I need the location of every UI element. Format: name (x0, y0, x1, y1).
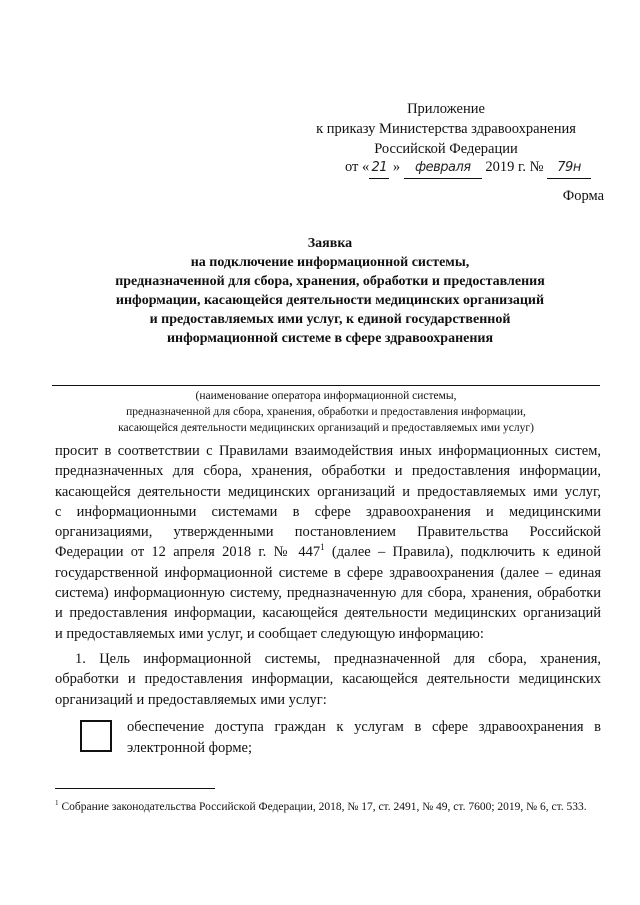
paragraph-line: обработки и предоставления информации, касающейся деятельности медицинских (55, 671, 601, 688)
title-line-5: и предоставляемых ими услуг, к единой государственной (149, 312, 511, 327)
order-number-handwritten: 79н (547, 158, 591, 179)
purpose-paragraph (55, 649, 601, 710)
option-line: электронной форме; (127, 740, 252, 756)
footnote (55, 800, 615, 815)
paragraph-line: и предоставляемых ими услуг, и сообщает следующую информацию: (55, 625, 484, 642)
paragraph-text: Федерации от 12 апреля 2018 г. № 447 (55, 544, 321, 561)
appendix-title: Приложение (407, 101, 485, 117)
document-title (60, 234, 600, 348)
date-mid: » (392, 159, 401, 175)
purpose-option-checkbox[interactable] (80, 720, 112, 752)
footnote-separator (55, 788, 215, 789)
title-line-2: на подключение информационной системы, (190, 255, 470, 270)
footnote-mark: 1 (55, 799, 59, 808)
caption-line-3: касающейся деятельности медицинских организаций и предоставляемых ими услуг) (118, 422, 534, 434)
date-day-handwritten: 21 (369, 158, 389, 179)
title-line-1: Заявка (307, 236, 353, 251)
form-label: Форма (562, 188, 604, 204)
date-prefix: от « (345, 159, 370, 175)
title-line-6: информационной системе в сфере здравоохранения (166, 331, 494, 346)
paragraph-line: система) информационную систему, предназначенную для сбора, хранения, обработки (55, 585, 601, 602)
purpose-option-label (127, 717, 601, 759)
paragraph-text: (далее – Правила), подключить к единой (324, 544, 601, 561)
footnote-text: Собрание законодательства Российской Федерации, 2018, № 17, ст. 2491, № 49, ст. 7600; 2019, № 6, ст. 533. (58, 801, 587, 813)
order-date-line (345, 157, 605, 179)
option-line: обеспечение доступа граждан к услугам в сфере здравоохранения в (127, 719, 601, 735)
paragraph-line: организациями, утвержденными постановлением Правительства Российской (55, 524, 601, 541)
paragraph-line: предназначенных для сбора, хранения, обработки и предоставления информации, (55, 463, 601, 480)
date-month-handwritten: февраля (404, 158, 482, 179)
footnote-reference: 1 (320, 542, 325, 553)
title-line-3: предназначенной для сбора, хранения, обработки и предоставления (115, 274, 545, 289)
caption-line-1: (наименование оператора информационной системы, (195, 390, 457, 402)
paragraph-line: 1. Цель информационной системы, предназначенной для сбора, хранения, (75, 651, 601, 667)
request-paragraph (55, 441, 601, 644)
paragraph-line: касающейся деятельности медицинских организаций и предоставляемых ими услуг, (55, 483, 601, 500)
appendix-order-ref: к приказу Министерства здравоохранения (316, 121, 576, 137)
operator-name-caption (52, 388, 600, 436)
operator-name-field-line (52, 385, 600, 386)
paragraph-line: и предоставления информации, касающейся деятельности медицинских организаций (55, 605, 601, 622)
title-line-4: информации, касающейся деятельности медицинских организаций (115, 293, 545, 308)
date-year: 2019 г. № (485, 159, 544, 175)
appendix-header (296, 99, 596, 159)
paragraph-line: организаций и предоставляемых ими услуг: (55, 691, 327, 708)
paragraph-line-with-footnote (55, 542, 601, 562)
paragraph-line: государственной информационной системе в сфере здравоохранения (далее – единая (55, 564, 601, 581)
appendix-country: Российской Федерации (374, 141, 518, 157)
paragraph-line: просит в соответствии с Правилами взаимодействия иных информационных систем, (55, 443, 601, 459)
paragraph-line: с информационными системами в сфере здравоохранения и медицинскими (55, 503, 601, 520)
caption-line-2: предназначенной для сбора, хранения, обработки и предоставления информации, (126, 406, 526, 418)
